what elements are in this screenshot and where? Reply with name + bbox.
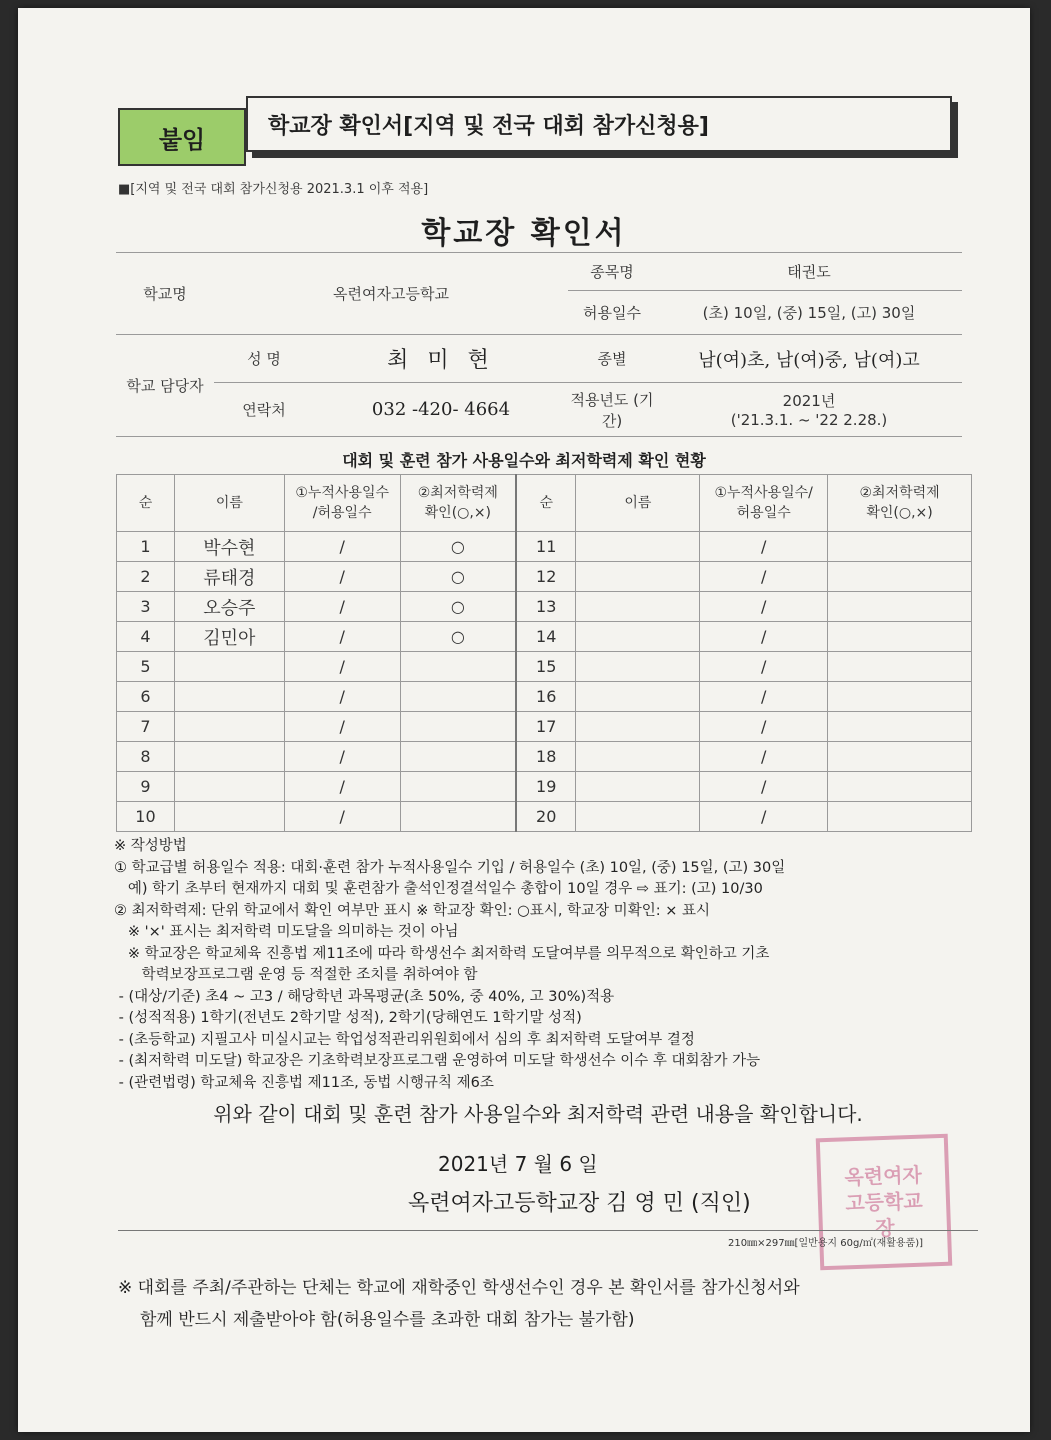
instruction-line: ② 최저학력제: 단위 학교에서 확인 여부만 표시 ※ 학교장 확인: ○표시, 학교장 미확인: × 표시 [114, 902, 710, 919]
row-no: 5 [117, 652, 175, 682]
paper-spec: 210㎜×297㎜[일반용지 60g/㎡(재활용품)] [728, 1238, 924, 1249]
header-days [284, 475, 400, 532]
signature-date: 2021년 7 월 6 일 [438, 1152, 598, 1176]
table-row [117, 562, 972, 592]
row-no: 11 [516, 532, 576, 562]
instruction-line: - (관련법령) 학교체육 진흥법 제11조, 동법 시행규칙 제6조 [114, 1074, 494, 1091]
row-mark: ○ [400, 622, 516, 652]
table-row [117, 532, 972, 562]
row-name: 류태경 [174, 562, 284, 592]
footer-line-2: 함께 반드시 제출받아야 함(허용일수를 초과한 대회 참가는 불가함) [140, 1310, 635, 1330]
row-name [576, 772, 700, 802]
table-row [117, 802, 972, 832]
row-mark [400, 652, 516, 682]
year-label: 적용년도 (기간) [568, 383, 656, 437]
header-min [400, 475, 516, 532]
divider [118, 1230, 978, 1231]
row-name: 오승주 [174, 592, 284, 622]
manager-name-label: 성 명 [214, 335, 314, 383]
row-mark: ○ [400, 562, 516, 592]
row-name [576, 802, 700, 832]
row-no: 18 [516, 742, 576, 772]
footer-note [118, 1272, 978, 1336]
principal-signature: 옥련여자고등학교장 김 영 민 (직인) [408, 1191, 751, 1216]
row-name: 김민아 [174, 622, 284, 652]
row-days: / [284, 622, 400, 652]
allowed-days-label: 허용일수 [568, 291, 656, 335]
row-mark [828, 802, 972, 832]
row-mark [400, 712, 516, 742]
footer-line-1: ※ 대회를 주최/주관하는 단체는 학교에 재학중인 학생선수인 경우 본 확인서를 참가신청서와 [118, 1278, 800, 1298]
row-name [174, 772, 284, 802]
row-name [174, 652, 284, 682]
header-days2-line2: 허용일수 [736, 505, 791, 521]
row-name [174, 742, 284, 772]
row-mark [400, 742, 516, 772]
gender-label: 종별 [568, 335, 656, 383]
row-days: / [700, 772, 828, 802]
row-no: 15 [516, 652, 576, 682]
row-days: / [700, 532, 828, 562]
row-no: 3 [117, 592, 175, 622]
event-value: 태권도 [656, 253, 962, 291]
instruction-line: - (최저학력 미도달) 학교장은 기초학력보장프로그램 운영하여 미도달 학생선수 이수 후 대회참가 가능 [114, 1053, 761, 1069]
manager-name-value: 최 미 현 [314, 335, 568, 383]
school-info-table [116, 252, 962, 437]
row-days: / [284, 802, 400, 832]
row-no: 1 [117, 532, 175, 562]
table-row [117, 592, 972, 622]
row-name: 박수현 [174, 532, 284, 562]
row-no: 7 [117, 712, 175, 742]
row-days: / [284, 742, 400, 772]
school-name-value: 옥련여자고등학교 [214, 253, 568, 335]
table-row [117, 742, 972, 772]
row-days: / [284, 772, 400, 802]
document-heading-box: 학교장 확인서[지역 및 전국 대회 참가신청용] [246, 96, 952, 152]
header-min-line1: ②최저학력제 [417, 485, 498, 501]
row-days: / [284, 592, 400, 622]
applicability-note: ■[지역 및 전국 대회 참가신청용 2021.3.1 이후 적용] [118, 182, 429, 197]
table-row [117, 652, 972, 682]
row-no: 14 [516, 622, 576, 652]
instruction-line: 예) 학기 초부터 현재까지 대회 및 훈련참가 출석인정결석일수 총합이 10일 경우 ⇨ 표기: (고) 10/30 [114, 881, 763, 897]
row-mark [828, 592, 972, 622]
confirmation-statement: 위와 같이 대회 및 훈련 참가 사용일수와 최저학력 관련 내용을 확인합니다. [213, 1102, 863, 1126]
year-cell [656, 383, 962, 437]
instruction-line: - (성적적용) 1학기(전년도 2학기말 성적), 2학기(당해연도 1학기말 성적) [114, 1010, 582, 1026]
row-mark [828, 652, 972, 682]
row-name [174, 802, 284, 832]
row-days: / [284, 712, 400, 742]
header-min2-line2: 확인(○,×) [866, 505, 933, 521]
row-days: / [284, 682, 400, 712]
instruction-line: ※ 학교장은 학교체육 진흥법 제11조에 따라 학생선수 최저학력 도달여부를 의무적으로 확인하고 기초 [114, 945, 770, 962]
instruction-line: ※ 작성방법 [114, 838, 187, 854]
header-min2-line1: ②최저학력제 [859, 485, 940, 501]
header-days-2 [700, 475, 828, 532]
instruction-line: - (대상/기준) 초4 ~ 고3 / 해당학년 과목평균(초 50%, 중 40%, 고 30%)적용 [114, 988, 615, 1005]
row-mark [828, 562, 972, 592]
instructions [114, 836, 984, 1094]
row-mark [828, 712, 972, 742]
row-mark: ○ [400, 592, 516, 622]
instruction-line: 학력보장프로그램 운영 등 적절한 조치를 취하여야 함 [114, 967, 478, 983]
row-no: 13 [516, 592, 576, 622]
row-name [576, 742, 700, 772]
attachment-badge: 붙임 [118, 108, 246, 166]
header-min-line2: 확인(○,×) [424, 505, 492, 521]
row-name [576, 652, 700, 682]
row-no: 10 [117, 802, 175, 832]
row-mark [828, 682, 972, 712]
row-days: / [700, 682, 828, 712]
header-min-2 [828, 475, 972, 532]
gender-value: 남(여)초, 남(여)중, 남(여)고 [656, 335, 962, 383]
row-no: 12 [516, 562, 576, 592]
row-no: 16 [516, 682, 576, 712]
row-days: / [700, 712, 828, 742]
row-no: 17 [516, 712, 576, 742]
row-name [576, 532, 700, 562]
header-name-2: 이름 [576, 475, 700, 532]
allowed-days-value: (초) 10일, (중) 15일, (고) 30일 [656, 291, 962, 335]
row-mark [400, 682, 516, 712]
row-days: / [284, 652, 400, 682]
row-mark [828, 622, 972, 652]
table-row [117, 712, 972, 742]
school-name-label: 학교명 [116, 253, 214, 335]
header-no-2: 순 [516, 475, 576, 532]
instruction-line: ① 학교급별 허용일수 적용: 대회·훈련 참가 누적사용일수 기입 / 허용일수 (초) 10일, (중) 15일, (고) 30일 [114, 859, 786, 876]
row-name [576, 592, 700, 622]
row-name [576, 622, 700, 652]
manager-label: 학교 담당자 [116, 335, 214, 437]
contact-label: 연락처 [214, 383, 314, 437]
contact-value: 032 -420- 4664 [314, 383, 568, 437]
row-no: 19 [516, 772, 576, 802]
row-mark [400, 772, 516, 802]
row-no: 2 [117, 562, 175, 592]
seal-text: 옥련여자고등학교장 [844, 1162, 924, 1241]
row-no: 4 [117, 622, 175, 652]
row-name [576, 682, 700, 712]
roster-table [116, 474, 972, 832]
table-row [117, 772, 972, 802]
official-seal-stamp [816, 1134, 953, 1271]
year-value: 2021년 [782, 392, 836, 410]
row-mark [400, 802, 516, 832]
period-value: ('21.3.1. ~ '22 2.28.) [730, 411, 888, 429]
row-no: 8 [117, 742, 175, 772]
header-name: 이름 [174, 475, 284, 532]
row-name [576, 712, 700, 742]
row-mark: ○ [400, 532, 516, 562]
row-days: / [700, 802, 828, 832]
row-no: 9 [117, 772, 175, 802]
row-days: / [284, 562, 400, 592]
header-days-line1: ①누적사용일수 [295, 485, 390, 501]
instruction-line: - (초등학교) 지필고사 미실시교는 학업성적관리위원회에서 심의 후 최저학력 도달여부 결정 [114, 1031, 695, 1048]
row-mark [828, 742, 972, 772]
header-no: 순 [117, 475, 175, 532]
row-mark [828, 532, 972, 562]
document-page [18, 8, 1030, 1432]
row-days: / [700, 592, 828, 622]
table-row [117, 622, 972, 652]
instruction-line: ※ '×' 표시는 최저학력 미도달을 의미하는 것이 아님 [114, 924, 459, 940]
roster-title: 대회 및 훈련 참가 사용일수와 최저학력제 확인 현황 [342, 451, 706, 470]
row-days: / [284, 532, 400, 562]
row-days: / [700, 622, 828, 652]
event-label: 종목명 [568, 253, 656, 291]
row-no: 20 [516, 802, 576, 832]
row-days: / [700, 742, 828, 772]
row-name [174, 682, 284, 712]
table-row [117, 682, 972, 712]
header-days-line2: /허용일수 [312, 505, 372, 521]
header-days2-line1: ①누적사용일수/ [714, 485, 813, 501]
row-days: / [700, 562, 828, 592]
row-name [576, 562, 700, 592]
row-no: 6 [117, 682, 175, 712]
row-mark [828, 772, 972, 802]
page-title: 학교장 확인서 [421, 216, 627, 251]
row-days: / [700, 652, 828, 682]
row-name [174, 712, 284, 742]
